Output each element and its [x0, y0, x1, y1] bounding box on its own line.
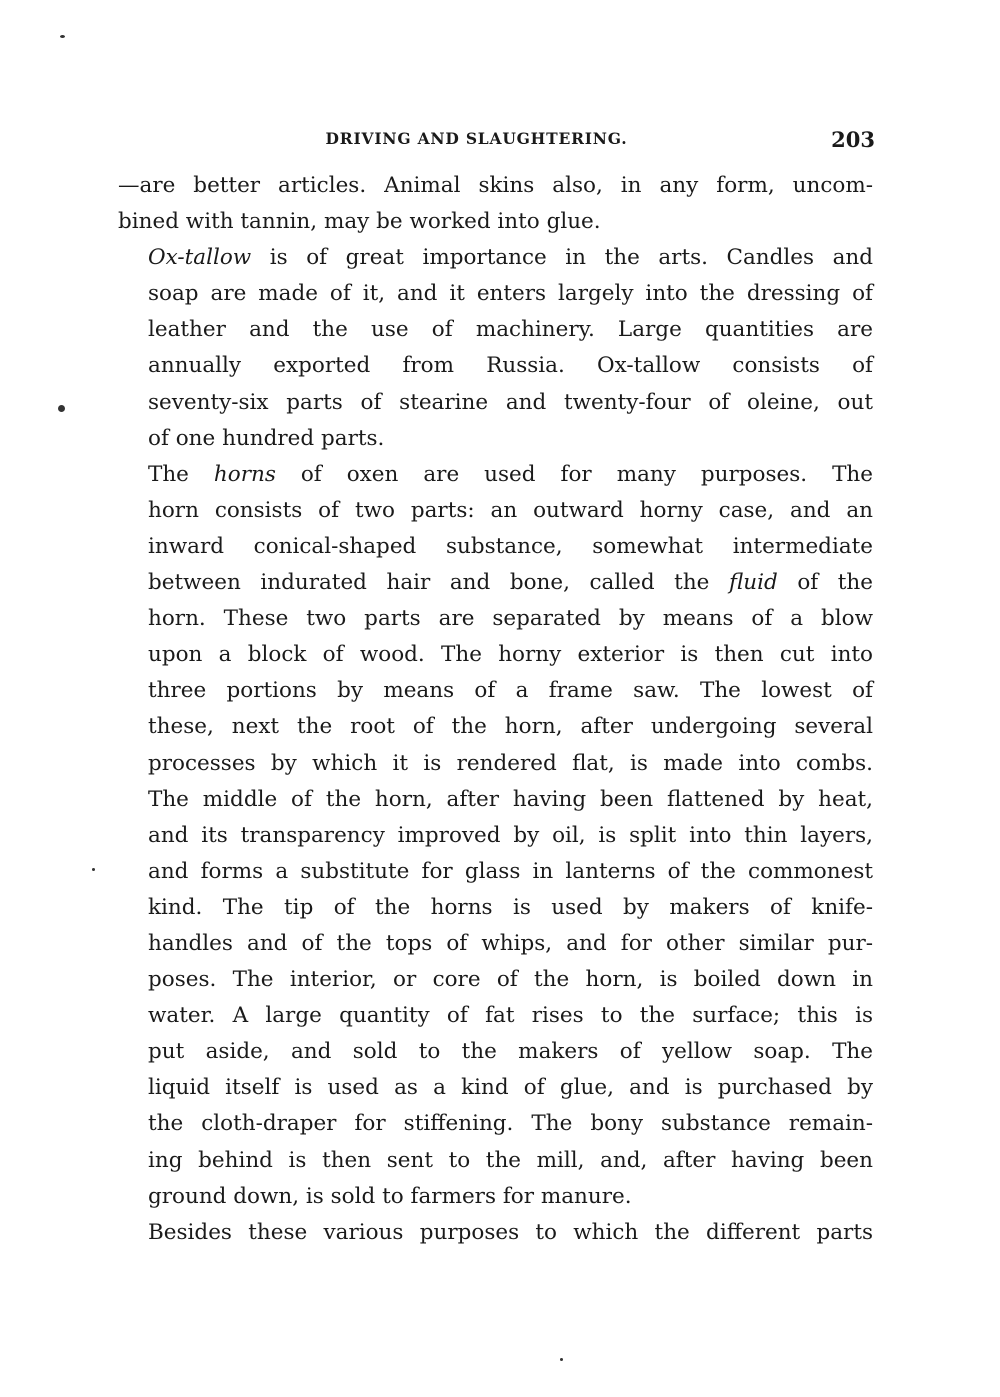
text-run: The — [148, 461, 214, 487]
text-line: the cloth-draper for stiffening. The bony substance remain- — [148, 1111, 873, 1137]
text-line: handles and of the tops of whips, and for other similar pur- — [148, 930, 873, 956]
running-head — [118, 127, 875, 157]
text-line: upon a block of wood. The horny exterior is then cut into — [148, 642, 873, 668]
text-run: of the — [777, 570, 874, 596]
text-line: bined with tannin, may be worked into glue. — [118, 209, 601, 235]
text-line: and forms a substitute for glass in lanterns of the commonest — [148, 858, 873, 884]
text-line: liquid itself is used as a kind of glue, and is purchased by — [148, 1075, 873, 1101]
text-run: is of great importance in the arts. Candles and — [251, 245, 873, 271]
text-line: put aside, and sold to the makers of yellow soap. The — [148, 1039, 873, 1065]
text-line: poses. The interior, or core of the horn, is boiled down in — [148, 967, 873, 993]
text-run: between indurated hair and bone, called the — [148, 570, 729, 596]
paragraph-ox-tallow — [118, 240, 873, 457]
text-line — [118, 457, 873, 493]
scan-speck — [560, 1358, 563, 1361]
scan-speck — [58, 405, 65, 412]
text-line: seventy-six parts of stearine and twenty-four of oleine, out — [148, 389, 873, 415]
text-line: The middle of the horn, after having been flattened by heat, — [148, 786, 873, 812]
text-line: three portions by means of a frame saw. The lowest of — [148, 678, 873, 704]
text-line — [118, 565, 873, 601]
text-line: horn consists of two parts: an outward horny case, and an — [148, 497, 873, 523]
text-line: horn. These two parts are separated by means of a blow — [148, 606, 873, 632]
text-line: annually exported from Russia. Ox-tallow consists of — [148, 353, 873, 379]
text-line: ground down, is sold to farmers for manure. — [148, 1183, 632, 1209]
text-line: water. A large quantity of fat rises to the surface; this is — [148, 1003, 873, 1029]
text-run: of oxen are used for many purposes. The — [275, 461, 873, 487]
paragraph-horns — [118, 457, 873, 1215]
italic-term-ox-tallow: Ox-tallow — [148, 245, 252, 271]
text-line: soap are made of it, and it enters largely into the dressing of — [148, 281, 873, 307]
text-line: of one hundred parts. — [148, 425, 385, 451]
text-line — [118, 240, 873, 276]
paragraph-besides — [118, 1215, 873, 1251]
italic-term-horns: horns — [213, 461, 276, 487]
scan-speck — [92, 868, 95, 871]
running-title: DRIVING AND SLAUGHTERING. — [325, 129, 628, 148]
text-line: —are better articles. Animal skins also, in any form, uncom- — [118, 173, 873, 198]
scan-speck — [60, 35, 65, 38]
paragraph-continuation — [118, 168, 873, 240]
text-line: leather and the use of machinery. Large quantities are — [148, 317, 873, 343]
text-line: and its transparency improved by oil, is split into thin layers, — [148, 822, 873, 848]
italic-term-fluid: fluid — [728, 570, 778, 596]
text-line: inward conical-shaped substance, somewhat intermediate — [148, 533, 873, 559]
text-line: kind. The tip of the horns is used by makers of knife- — [148, 894, 873, 920]
text-line: ing behind is then sent to the mill, and, after having been — [148, 1147, 873, 1173]
text-line: these, next the root of the horn, after undergoing several — [148, 714, 873, 740]
text-line: Besides these various purposes to which the different parts — [148, 1219, 873, 1245]
body-text — [118, 168, 873, 1251]
text-line: processes by which it is rendered flat, is made into combs. — [148, 750, 873, 776]
page-number: 203 — [831, 127, 875, 152]
